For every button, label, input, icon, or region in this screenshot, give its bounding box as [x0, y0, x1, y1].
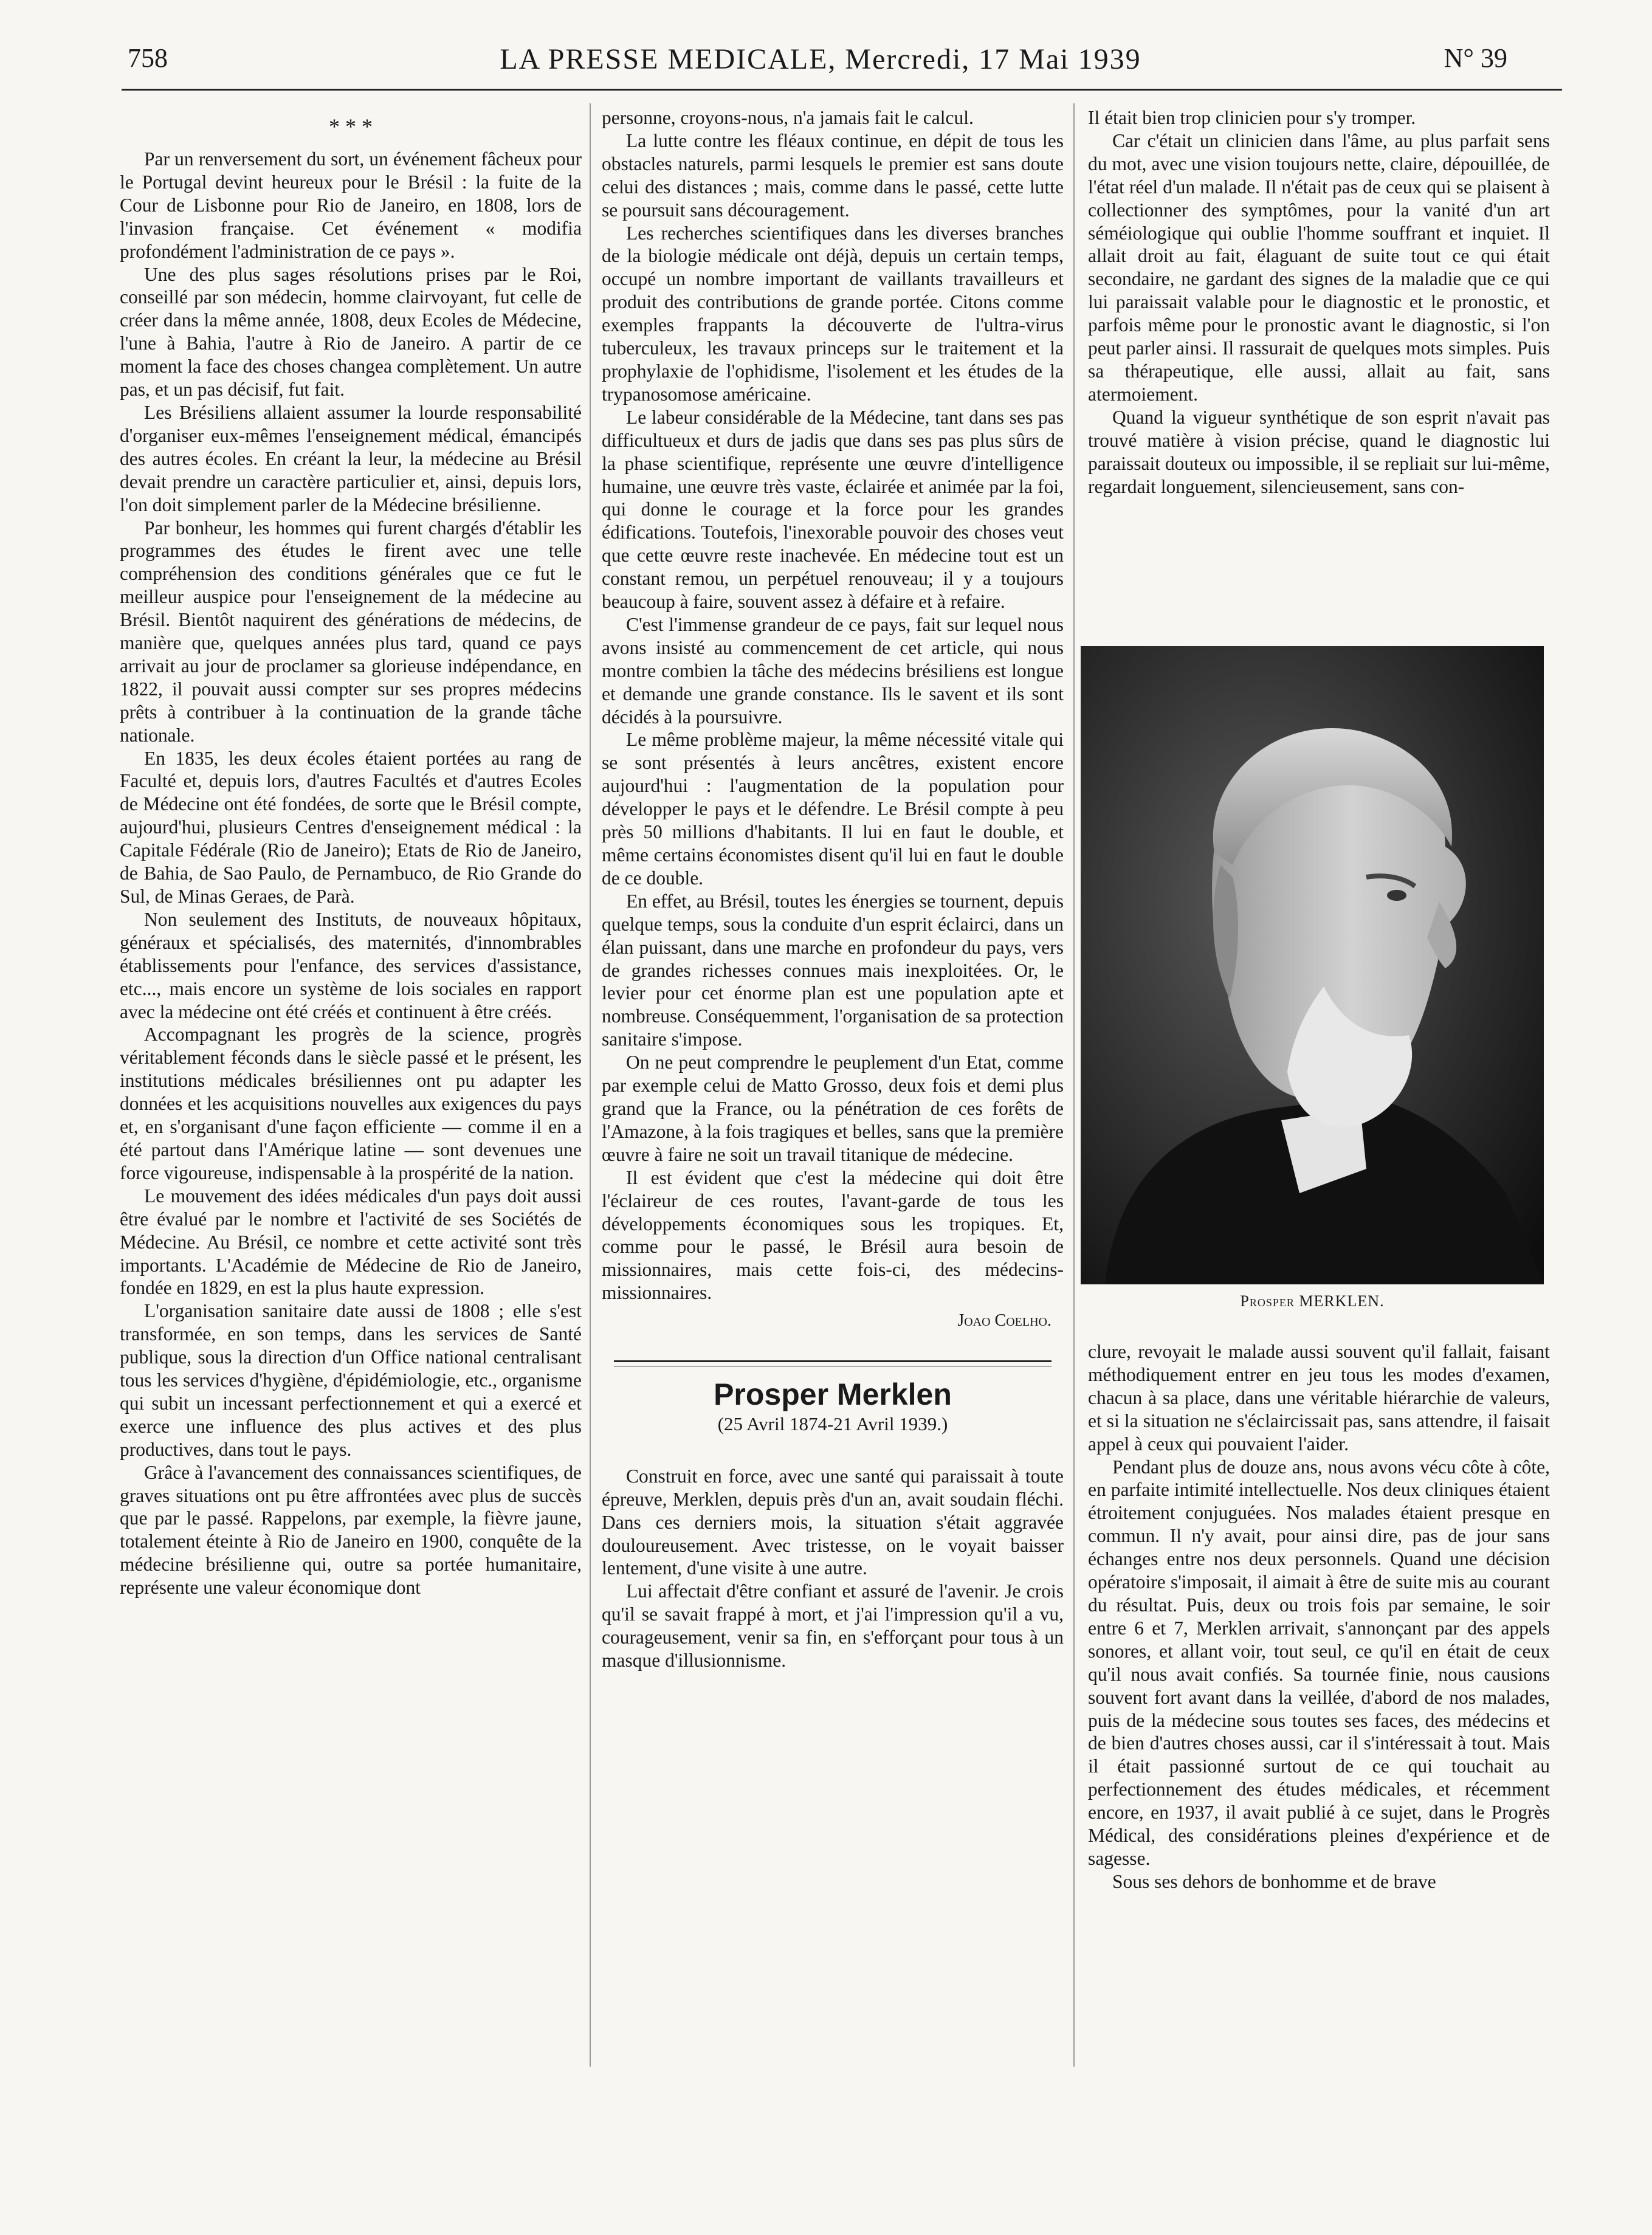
paragraph: Grâce à l'avancement des connaissances scientifiques, de graves situations ont pu être affrontées avec plus de succès que par le passé. Rappelons, par exemple, la fièvre jaune, totalement éteinte à Rio de Janeiro en 1900, conquête de la médecine brésilienne qui, outre sa portée humanitaire, représente une valeur économique dont [120, 1461, 582, 1599]
article-dates: (25 Avril 1874-21 Avril 1939.) [717, 1413, 948, 1434]
paragraph: Par un renversement du sort, un événement fâcheux pour le Portugal devint heureux pour le Brésil : la fuite de la Cour de Lisbonne pour Rio de Janeiro, en 1808, lors de l'invasion française. Cet événement « modifia profondément l'administration de ce pays ». [120, 148, 582, 262]
paragraph: Les recherches scientifiques dans les diverses branches de la biologie médicale ont déjà, depuis un certain temps, occupé un nombre important de vaillants travailleurs et produit des contributions de grande portée. Citons comme exemples frappants la découverte de l'ultra-virus tuberculeux, les travaux princeps sur le traitement et la prophylaxie de l'ophidisme, l'isolement et les études de la trypanosomose américaine. [602, 222, 1064, 405]
paragraph: On ne peut comprendre le peuplement d'un Etat, comme par exemple celui de Matto Grosso, deux fois et demi plus grand que la France, ou la pénétration de ces forêts de l'Amazone, à la fois tragiques et belles, sans que la première œuvre à faire ne soit un travail titanique de médecine. [602, 1052, 1064, 1165]
paragraph: Sous ses dehors de bonhomme et de brave [1112, 1870, 1436, 1892]
paragraph: Les Brésiliens allaient assumer la lourde responsabilité d'organiser eux-mêmes l'enseignement médical, émancipés des autres écoles. En créant la leur, la médecine au Brésil devait prendre un caractère particulier et, ainsi, depuis lors, l'on doit simplement parler de la Médecine brésilienne. [120, 401, 582, 515]
paragraph: Quand la vigueur synthétique de son esprit n'avait pas trouvé matière à vision précise, quand le diagnostic lui paraissait douteux ou impossible, il se repliait sur lui-même, regardait longuement, silencieusement, sans con- [1088, 406, 1550, 497]
column-3-bottom [1088, 1340, 1550, 1893]
issue-number: N° 39 [1444, 43, 1507, 73]
column-divider-2 [1073, 103, 1075, 2067]
paragraph: En effet, au Brésil, toutes les énergies se tournent, depuis quelque temps, sous la conduite d'un esprit éclairci, dans un élan puissant, dans une marche en profondeur du pays, vers de grandes richesses connues mais inexploitées. Or, le levier pour cet énorme plan est une population apte et nombreuse. Conséquemment, l'organisation de sa protection sanitaire s'impose. [602, 890, 1064, 1050]
section-stars: * * * [329, 114, 373, 139]
paragraph: Le même problème majeur, la même nécessité vitale qui se sont présentés à leurs ancêtres, existent encore aujourd'hui : l'augmentation de la population pour développer le pays et le défendre. Le Brésil compte à peu près 50 millions d'habitants. Il lui en faut le double, et même certains économistes disent qu'il lui en faut le double de ce double. [602, 729, 1064, 889]
article-separator [614, 1360, 1051, 1366]
header-rule [122, 89, 1562, 91]
paragraph: Accompagnant les progrès de la science, progrès véritablement féconds dans le siècle passé et le présent, les institutions médicales brésiliennes ont pu adapter les données et les acquisitions nouvelles aux exigences du pays et, en s'organisant d'une façon efficiente — comme il en a été partout dans l'Amérique latine — sont devenues une force vigoureuse, indispensable à la prospérité de la nation. [120, 1024, 582, 1183]
paragraph: Pendant plus de douze ans, nous avons vécu côte à côte, en parfaite intimité intellectuelle. Nos deux cliniques étaient étroitement conjuguées. Nos malades étaient presque en commun. Il n'y avait, pour ainsi dire, pas de jour sans échanges entre nos deux personnels. Quand une décision opératoire s'imposait, il aimait à être de suite mis au courant du résultat. Puis, deux ou trois fois par semaine, le soir entre 6 et 7, Merklen arrivait, s'annonçant par des appels sonores, et allant voir, tout seul, ce qu'il en était de ceux qu'il nous avait confiés. Sa tournée finie, nous causions souvent fort avant dans la veillée, d'abord de nos malades, puis de la médecine sous toutes ses faces, des médecins et de bien d'autres choses aussi, car il s'intéressait à tout. Mais il était passionné surtout de ce qui touchait au perfectionnement des études médicales, et récemment encore, en 1937, il avait publié à ce sujet, dans le Progrès Médical, des considérations pleines d'expérience et de sagesse. [1088, 1456, 1550, 1869]
column-3-top [1088, 106, 1550, 498]
journal-title: LA PRESSE MEDICALE, Mercredi, 17 Mai 1939 [500, 43, 1141, 75]
column-divider-1 [590, 103, 591, 2067]
portrait-image [1081, 646, 1544, 1284]
photo-caption: Prosper MERKLEN. [1240, 1292, 1385, 1310]
paragraph: C'est l'immense grandeur de ce pays, fait sur lequel nous avons insisté au commencement de cet article, qui nous montre combien la tâche des médecins brésiliens est longue et demande une grande constance. Ils le savent et ils sont décidés à la poursuivre. [602, 613, 1064, 728]
paragraph: L'organisation sanitaire date aussi de 1808 ; elle s'est transformée, en son temps, dans les services de Santé publique, sous la direction d'un Office national centralisant tous les services d'hygiène, d'épidémiologie, etc., organisme qui subit un incessant perfectionnement et qui a exercé et exerce une influence des plus actives et des plus productives, dans tout le pays. [120, 1300, 582, 1460]
paragraph-continued: clure, revoyait le malade aussi souvent qu'il fallait, faisant méthodiquement entrer en jeu tous les modes d'examen, chacun à sa place, dans une véritable hiérarchie de valeurs, et si la situation ne s'éclaircissait pas, sans attendre, il faisait appel à ceux qui pouvaient l'aider. [1088, 1341, 1550, 1455]
paragraph: Construit en force, avec une santé qui paraissait à toute épreuve, Merklen, depuis près d'un an, avait soudain fléchi. Dans ces derniers mois, la situation s'était aggravée douloureusement. Avec tristesse, on le voyait baisser lentement, d'une visite à une autre. [602, 1465, 1064, 1579]
page-header [122, 43, 1519, 85]
paragraph-continued: Il était bien trop clinicien pour s'y tromper. [1088, 107, 1416, 128]
paragraph: La lutte contre les fléaux continue, en dépit de tous les obstacles naturels, parmi lesquels le premier est sans doute celui des distances ; mais, comme dans le passé, cette lutte se poursuit sans découragement. [602, 129, 1064, 221]
paragraph: Une des plus sages résolutions prises par le Roi, conseillé par son médecin, homme clairvoyant, fut celle de créer dans la même année, 1808, deux Ecoles de Médecine, l'une à Bahia, l'autre à Rio de Janeiro. A partir de ce moment la face des choses changea complètement. Un autre pas, et un pas décisif, fut fait. [120, 263, 582, 401]
paragraph: Car c'était un clinicien dans l'âme, au plus parfait sens du mot, avec une vision toujours nette, claire, dépouillée, de l'état réel d'un malade. Il n'était pas de ceux qui se plaisent à collectionner des symptômes, pour la vanité d'un art séméiologique qui oublie l'homme souffrant et inquiet. Il allait droit au fait, élaguant de suite tout ce qui était secondaire, ne gardant des signes de la maladie que ce qui lui paraissait valable pour le diagnostic et le pronostic, et parfois même pour le pronostic avant le diagnostic, si l'on peut parler ainsi. Il rassurait de quelques mots simples. Puis sa thérapeutique, elle aussi, allait au fait, sans atermoiement. [1088, 129, 1550, 405]
paragraph: Lui affectait d'être confiant et assuré de l'avenir. Je crois qu'il se savait frappé à mort, et j'ai l'impression qu'il a vu, courageusement, venir sa fin, en s'efforçant pour tous à un masque d'illusionnisme. [602, 1580, 1064, 1672]
column-1 [120, 106, 582, 1599]
page-number: 758 [128, 43, 168, 73]
paragraph: Il est évident que c'est la médecine qui doit être l'éclaireur de ces routes, l'avant-garde de tous les développements économiques sous les tropiques. Et, comme pour le passé, le Brésil aura besoin de missionnaires, mais cette fois-ci, des médecins-missionnaires. [602, 1166, 1064, 1304]
paragraph: En 1835, les deux écoles étaient portées au rang de Faculté et, depuis lors, d'autres Facultés et d'autres Ecoles de Médecine ont été fondées, de sorte que le Brésil compte, aujourd'hui, plusieurs Centres d'enseignement médical : la Capitale Fédérale (Rio de Janeiro); Etats de Rio de Janeiro, de Bahia, de Sao Paulo, de Pernambuco, de Rio Grande do Sul, de Minas Geraes, de Parà. [120, 747, 582, 907]
portrait-photo [1081, 646, 1544, 1284]
paragraph-continued: personne, croyons-nous, n'a jamais fait le calcul. [602, 107, 974, 128]
article-title: Prosper Merklen [714, 1377, 952, 1412]
column-2 [602, 106, 1064, 1672]
paragraph: Le labeur considérable de la Médecine, tant dans ses pas difficultueux et durs de jadis que dans ses pas plus sûrs de la phase scientifique, représente une œuvre d'intelligence humaine, une œuvre très vaste, éclairée et animée par la foi, qui donne le courage et la force pour les grandes édifications. Toutefois, l'inexorable pouvoir des choses veut que cette œuvre reste inachevée. En médecine tout est un constant remou, un perpétuel renouveau; il y a toujours beaucoup à faire, souvent assez à défaire et à refaire. [602, 406, 1064, 613]
author-signature: Joao Coelho. [957, 1311, 1051, 1331]
paragraph: Le mouvement des idées médicales d'un pays doit aussi être évalué par le nombre et l'activité de ses Sociétés de Médecine. Au Brésil, ce nombre et cette activité sont très importants. L'Académie de Médecine de Rio de Janeiro, fondée en 1829, en est la plus haute expression. [120, 1185, 582, 1299]
paragraph: Non seulement des Instituts, de nouveaux hôpitaux, généraux et spécialisés, des maternités, d'innombrables établissements pour l'enfance, des services d'assistance, etc..., mais encore un système de lois sociales en rapport avec la médecine ont été créés et continuent à être créés. [120, 908, 582, 1022]
paragraph: Par bonheur, les hommes qui furent chargés d'établir les programmes des études le firent avec une telle compréhension des conditions générales que ce fut le meilleur auspice pour l'enseignement de la médecine au Brésil. Bientôt naquirent des générations de médecins, de manière que, quelques années plus tard, quand ce pays arrivait au jour de proclamer sa glorieuse indépendance, en 1822, il pouvait aussi compter sur ses propres médecins prêts à contribuer à la continuation de la grande tâche nationale. [120, 517, 582, 746]
